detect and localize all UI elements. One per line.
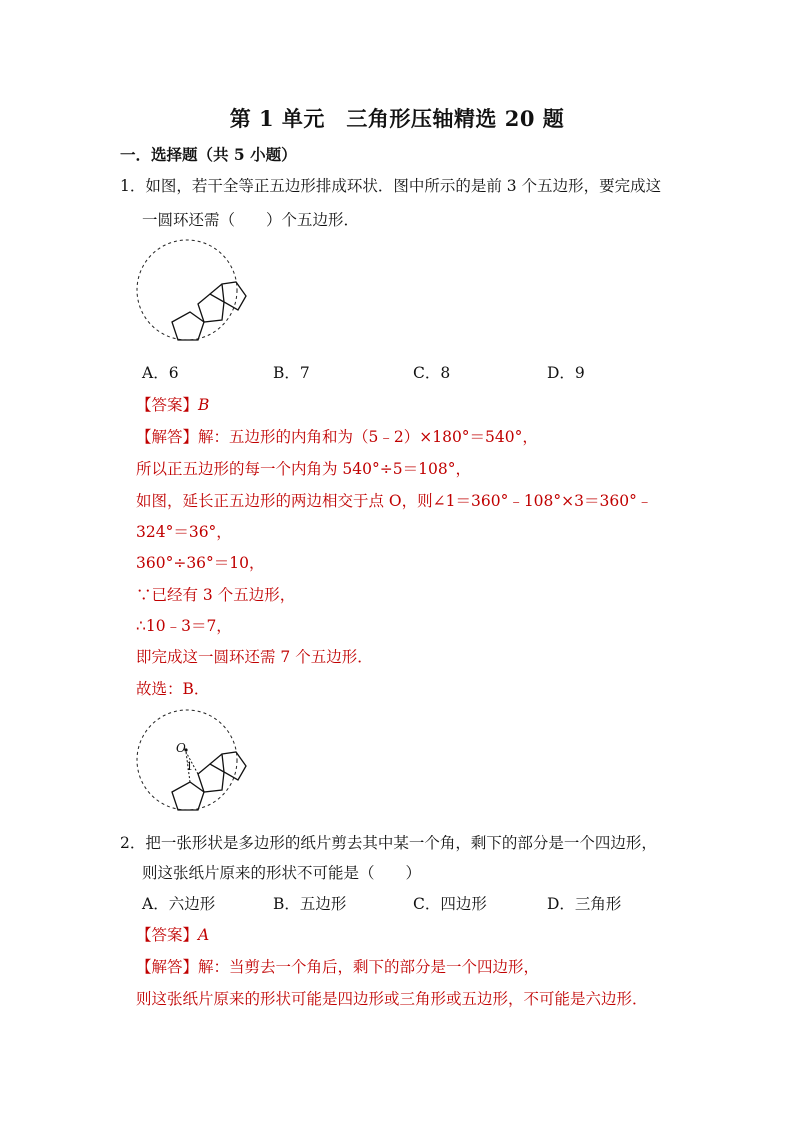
q1-stem-line2: 一圆环还需（ ）个五边形． xyxy=(142,211,360,229)
q1-solution-line1 xyxy=(136,427,538,447)
q1-choice-c[interactable]: C．8 xyxy=(413,364,451,382)
q2-choices xyxy=(0,894,794,914)
q2-solution-tag: 【解答】 xyxy=(136,958,199,976)
q2-solution-line1 xyxy=(136,957,539,977)
q2-choice-d[interactable]: D．三角形 xyxy=(547,895,622,913)
q1-choice-b[interactable]: B．7 xyxy=(273,364,310,382)
q2-answer xyxy=(136,925,209,945)
q1-solution-line8: 即完成这一圆环还需 7 个五边形． xyxy=(136,648,373,666)
q2-solution-text: 解：当剪去一个角后，剩下的部分是一个四边形， xyxy=(198,958,540,976)
q2-choice-b[interactable]: B．五边形 xyxy=(273,895,347,913)
q1-solution-tag: 【解答】 xyxy=(136,428,199,446)
q1-choice-a[interactable]: A．6 xyxy=(142,364,179,382)
section-heading: 一．选择题（共 5 小题） xyxy=(120,145,297,164)
q1-answer xyxy=(136,395,209,415)
q1-answer-value: B xyxy=(198,396,210,414)
q1-solution-line4: 324°＝36°， xyxy=(136,523,232,541)
q1-solution-line3: 如图，延长正五边形的两边相交于点 O，则∠1＝360°﹣108°×3＝360°﹣ xyxy=(136,492,653,510)
q1-solution-line5: 360°÷36°＝10， xyxy=(136,554,265,572)
fig-label-angle-1: 1 xyxy=(186,760,193,773)
q1-choice-d[interactable]: D．9 xyxy=(547,364,585,382)
q1-solution-line2: 所以正五边形的每一个内角为 540°÷5＝108°， xyxy=(136,460,471,478)
q1-solution-text: 解：五边形的内角和为（5﹣2）×180°＝540°， xyxy=(198,428,538,446)
q2-choice-a[interactable]: A．六边形 xyxy=(142,895,216,913)
q2-answer-tag: 【答案】 xyxy=(136,926,199,944)
q2-stem-line1: 2．把一张形状是多边形的纸片剪去其中某一个角，剩下的部分是一个四边形， xyxy=(120,834,657,852)
q2-stem-line2: 则这张纸片原来的形状不可能是（ ） xyxy=(142,864,422,882)
q1-solution-figure xyxy=(132,700,262,820)
page-title: 第 1 单元 三角形压轴精选 20 题 xyxy=(229,106,565,131)
q1-solution-line6: ∵已经有 3 个五边形， xyxy=(136,586,296,604)
q1-solution-line9: 故选：B． xyxy=(136,680,210,698)
fig-label-o: O xyxy=(176,741,186,755)
q2-solution-line2: 则这张纸片原来的形状可能是四边形或三角形或五边形，不可能是六边形． xyxy=(136,990,648,1008)
q1-figure-pentagon-ring xyxy=(132,232,262,352)
q2-choice-c[interactable]: C．四边形 xyxy=(413,895,487,913)
q2-answer-value: A xyxy=(198,926,210,944)
q1-solution-line7: ∴10﹣3＝7， xyxy=(136,617,232,635)
q1-choices xyxy=(0,363,794,383)
q1-stem-line1: 1．如图，若干全等正五边形排成环状．图中所示的是前 3 个五边形，要完成这 xyxy=(120,177,662,195)
q1-answer-tag: 【答案】 xyxy=(136,396,199,414)
